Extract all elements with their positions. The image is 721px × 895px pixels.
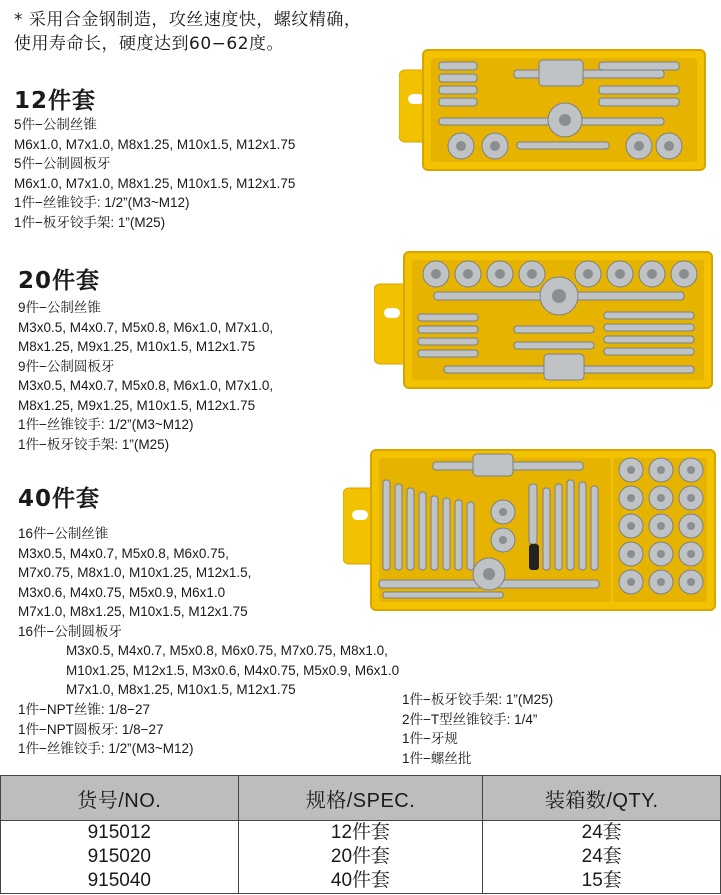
spec-line: M7x1.0, M8x1.25, M10x1.5, M12x1.75 — [66, 682, 296, 697]
spec-line: M7x1.0, M8x1.25, M10x1.5, M12x1.75 — [18, 604, 248, 619]
spec-line: 1件−NPT丝锥: 1/8−27 — [18, 702, 151, 717]
taps-header: 16件−公制丝锥 — [18, 526, 109, 541]
cell-spec: 12件套 — [238, 821, 483, 846]
set-20-title: 20件套 — [18, 268, 101, 294]
set-20-spec — [18, 298, 273, 454]
spec-line: 2件−T型丝锥铰手: 1/4” — [402, 711, 538, 727]
spec-line: 1件−板牙铰手架: 1”(M25) — [402, 692, 554, 707]
kit-40-image — [343, 448, 717, 612]
spec-line: 1件−螺丝批 — [402, 750, 472, 766]
spec-line: 1件−板牙铰手架: 1”(M25) — [14, 214, 166, 230]
header-spec: 规格/SPEC. — [238, 776, 483, 821]
table-row — [1, 869, 721, 894]
dies-header: 16件−公制圆板牙 — [18, 623, 122, 639]
cell-spec: 20件套 — [238, 845, 483, 869]
set-40-spec — [18, 524, 399, 700]
spec-line: 1件−板牙铰手架: 1”(M25) — [18, 436, 170, 452]
spec-line: 1件−丝锥铰手: 1/2”(M3~M12) — [18, 417, 194, 432]
header-qty: 装箱数/QTY. — [483, 776, 721, 821]
header-no: 货号/NO. — [1, 776, 239, 821]
cell-qty: 15套 — [483, 869, 721, 894]
table-row — [1, 845, 721, 869]
cell-spec: 40件套 — [238, 869, 483, 894]
set-40-extras-right — [402, 690, 553, 768]
intro-line-2: 使用寿命长，硬度达到60−62度。 — [14, 34, 285, 54]
intro-line-1: * 采用合金钢制造，攻丝速度快，螺纹精确， — [14, 10, 362, 30]
cell-qty: 24套 — [483, 845, 721, 869]
set-40-title: 40件套 — [18, 486, 101, 512]
spec-line: M3x0.6, M4x0.75, M5x0.9, M6x1.0 — [18, 584, 226, 600]
cell-no: 915040 — [1, 869, 239, 894]
kit-12-image — [399, 48, 707, 172]
set-12-spec — [14, 115, 295, 232]
spec-line: M3x0.5, M4x0.7, M5x0.8, M6x0.75, — [18, 545, 229, 561]
spec-line: M3x0.5, M4x0.7, M5x0.8, M6x0.75, M7x0.75, M8x1.0, — [66, 643, 388, 658]
kit-20-image — [374, 250, 714, 390]
cell-no: 915012 — [1, 821, 239, 846]
intro-text — [14, 8, 464, 56]
spec-line: 9件−公制圆板牙 — [18, 358, 115, 374]
cell-no: 915020 — [1, 845, 239, 869]
spec-line: M7x0.75, M8x1.0, M10x1.25, M12x1.5, — [18, 565, 252, 580]
product-table — [0, 775, 721, 894]
spec-line: M6x1.0, M7x1.0, M8x1.25, M10x1.5, M12x1.75 — [14, 136, 296, 152]
table-row — [1, 821, 721, 846]
spec-line: M8x1.25, M9x1.25, M10x1.5, M12x1.75 — [18, 397, 256, 413]
spec-line: 1件−丝锥铰手: 1/2”(M3~M12) — [18, 741, 194, 756]
spec-line: M10x1.25, M12x1.5, M3x0.6, M4x0.75, M5x0.9, M6x1.0 — [66, 662, 400, 678]
set-40-extras-left — [18, 700, 194, 759]
spec-line: M6x1.0, M7x1.0, M8x1.25, M10x1.5, M12x1.75 — [14, 175, 296, 191]
spec-line: M3x0.5, M4x0.7, M5x0.8, M6x1.0, M7x1.0, — [18, 319, 274, 335]
spec-line: M3x0.5, M4x0.7, M5x0.8, M6x1.0, M7x1.0, — [18, 378, 274, 393]
spec-line: 1件−NPT圆板牙: 1/8−27 — [18, 721, 164, 737]
table-header-row — [1, 776, 721, 821]
cell-qty: 24套 — [483, 821, 721, 846]
spec-line: 5件−公制圆板牙 — [14, 156, 111, 171]
spec-line: 5件−公制丝锥 — [14, 117, 97, 132]
spec-line: M8x1.25, M9x1.25, M10x1.5, M12x1.75 — [18, 339, 256, 354]
set-12-title: 12件套 — [14, 88, 97, 114]
spec-line: 1件−丝锥铰手: 1/2”(M3~M12) — [14, 195, 190, 210]
spec-line: 9件−公制丝锥 — [18, 300, 101, 315]
spec-line: 1件−牙规 — [402, 731, 458, 746]
